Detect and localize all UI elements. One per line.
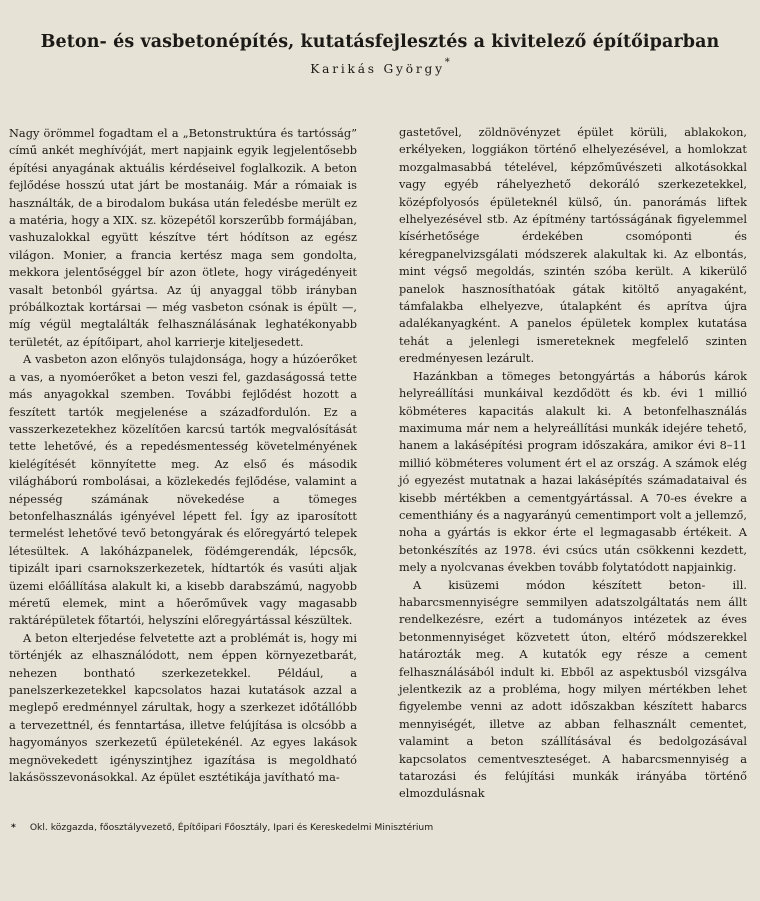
- paragraph: Hazánkban a tömeges betongyártás a háborús károk helyreállítási munkáival kezdődött és kb. évi 1 millió köbméteres kapacitás alakult ki. A betonfelhasználás maximuma már nem a helyreállítási munkák idejére tehető, hanem a lakásépítési program időszakára, amikor évi 8–11 millió köbméteres volument ért el az ország. A számok elég jó egyezést mutatnak a hazai lakásépítés számadataival és kisebb mértékben a cementgyártással. A 70-es évekre a cementhiány és a nagyarányú cementimport volt a jellemző, noha a gyártás is ekkor érte el legmagasabb értékeit. A betonkészítés az 1978. évi csúcs után csökkenni kezdett, mely a nyolcvanas években tovább folytatódott napjainkig.: [399, 368, 747, 575]
- paragraph: A vasbeton azon előnyös tulajdonsága, hogy a húzóerőket a vas, a nyomóerőket a beton veszi fel, gazdaságossá tette más anyagokkal szemben. További fejlődést hozott a feszített tartók megjelenése a századfordulón. Ez a vasszerkezetekhez közelítően karcsú tartók megvalósítását tette lehetővé, és a repedésmentesség követelményének kielégítését könnyítette meg. Az első és második világháború rombolásai, a közlekedés fejlődése, valamint a népesség számának növekedése a tömeges betonfelhasználás igényével lépett fel. Így az iparosított termelést lehetővé tevő betongyárak és előregyártó telepek létesültek. A lakóházpanelek, födémgerendák, lépcsők, tipizált ipari csarnokszerkezetek, hídtartók és vasúti aljak üzemi előállítása alakult ki, a kisebb darabszámú, nagyobb méretű elemek, mint a hőerőművek vagy magasabb raktárépületek főtartói, helyszíni előregyártással készültek.: [9, 352, 357, 628]
- paragraph: gastetővel, zöldnövényzet épület körüli, ablakokon, erkélyeken, loggiákon történő elhelyezésével, a homlokzat mozgalmasabbá tételével, képzőművészeti alkotásokkal vagy egyéb ráhelyezhető dekoráló szerkezetekkel, középfolyosós épületeknél külső, ún. panorámás liftek elhelyezésével stb. Az építmény tartósságának figyelemmel kísérhetősége érdekében csomóponti és kéregpanelvizsgálati módszerek alakultak ki. Az elbontás, mint végső megoldás, szintén szóba került. A kikerülő panelok hasznosíthatóak gátak kitöltő anyagaként, támfalakba elhelyezve, útalapként és aprítva újra adalékanyagként. A panelos épületek komplex kutatása tehát a jelenlegi ismereteknek megfelelő szinten eredményesen lezárult.: [399, 125, 747, 366]
- paragraph: Nagy örömmel fogadtam el a „Betonstruktúra és tartósság” című ankét meghívóját, mert napjaink egyik legjelentősebb építési anyagának aktuális kérdéseivel foglalkozik. A beton fejlődése hosszú utat járt be mostanáig. Már a rómaiak is használták, de a birodalom bukása után feledésbe merült ez a matéria, hogy a XIX. sz. közepétől korszerűbb formájában, vashuzalokkal együtt készítve tért hódítson az egész világon. Monier, a francia kertész maga sem gondolta, mekkora jelentőséggel bír azon ötlete, hogy virágedényeit vasalt betonból gyártsa. Az új anyaggal több irányban próbálkoztak kortársai — még vasbeton csónak is épült —, míg végül megtalálták felhasználásának leghatékonyabb területét, az építőipart, ahol karrierje kiteljesedett.: [9, 126, 357, 349]
- paragraph: A beton elterjedése felvetette azt a problémát is, hogy mi történjék az elhasználódott, nem éppen környezetbarát, nehezen bontható szerkezetekkel. Például, a panelszerkezetekkel kapcsolatos hazai kutatások azzal a meglepő eredménnyel zárultak, hogy a szerkezet időtállóbb a tervezettnél, és fenntartása, illetve felújítása is olcsóbb a hagyományos szerkezetű épületekénél. Az egyes lakások megnövekedett igényszintjhez igazítása is megoldható lakásösszevonásokkal. Az épület esztétikája javítható ma-: [9, 630, 357, 785]
- paragraph: A kisüzemi módon készített beton- ill. habarcsmennyiségre semmilyen adatszolgáltatás nem állt rendelkezésre, ezért a tudományos intézetek az éves betonmennyiséget közvetett úton, eltérő módszerekkel határozták meg. A kutatók egy része a cement felhasználásából indult ki. Ebből az aspektusból vizsgálva jelentkezik az a probléma, hogy milyen mértékben lehet figyelembe venni az adott időszakban készített habarcs mennyiségét, illetve az abban felhasznált cementet, valamint a beton szállításával és bedolgozásával kapcsolatos cementveszteséget. A habarcsmennyiség a tatarozási és felújítási munkák irányába történő elmozdulásnak: [399, 577, 747, 801]
- article-author: [0, 57, 760, 77]
- article-title: Beton- és vasbetonépítés, kutatásfejlesztés a kivitelező építőiparban: [40, 32, 720, 52]
- footnote-text: Okl. közgazda, főosztályvezető, Építőipari Főosztály, Ipari és Kereskedelmi Minisztérium: [29, 822, 434, 833]
- footnote: [11, 822, 751, 833]
- right-column: [399, 124, 747, 803]
- author-name: Karikás György: [310, 62, 445, 77]
- left-column: [9, 125, 357, 786]
- footnote-mark: *: [11, 822, 16, 833]
- author-footnote-mark: *: [444, 57, 450, 68]
